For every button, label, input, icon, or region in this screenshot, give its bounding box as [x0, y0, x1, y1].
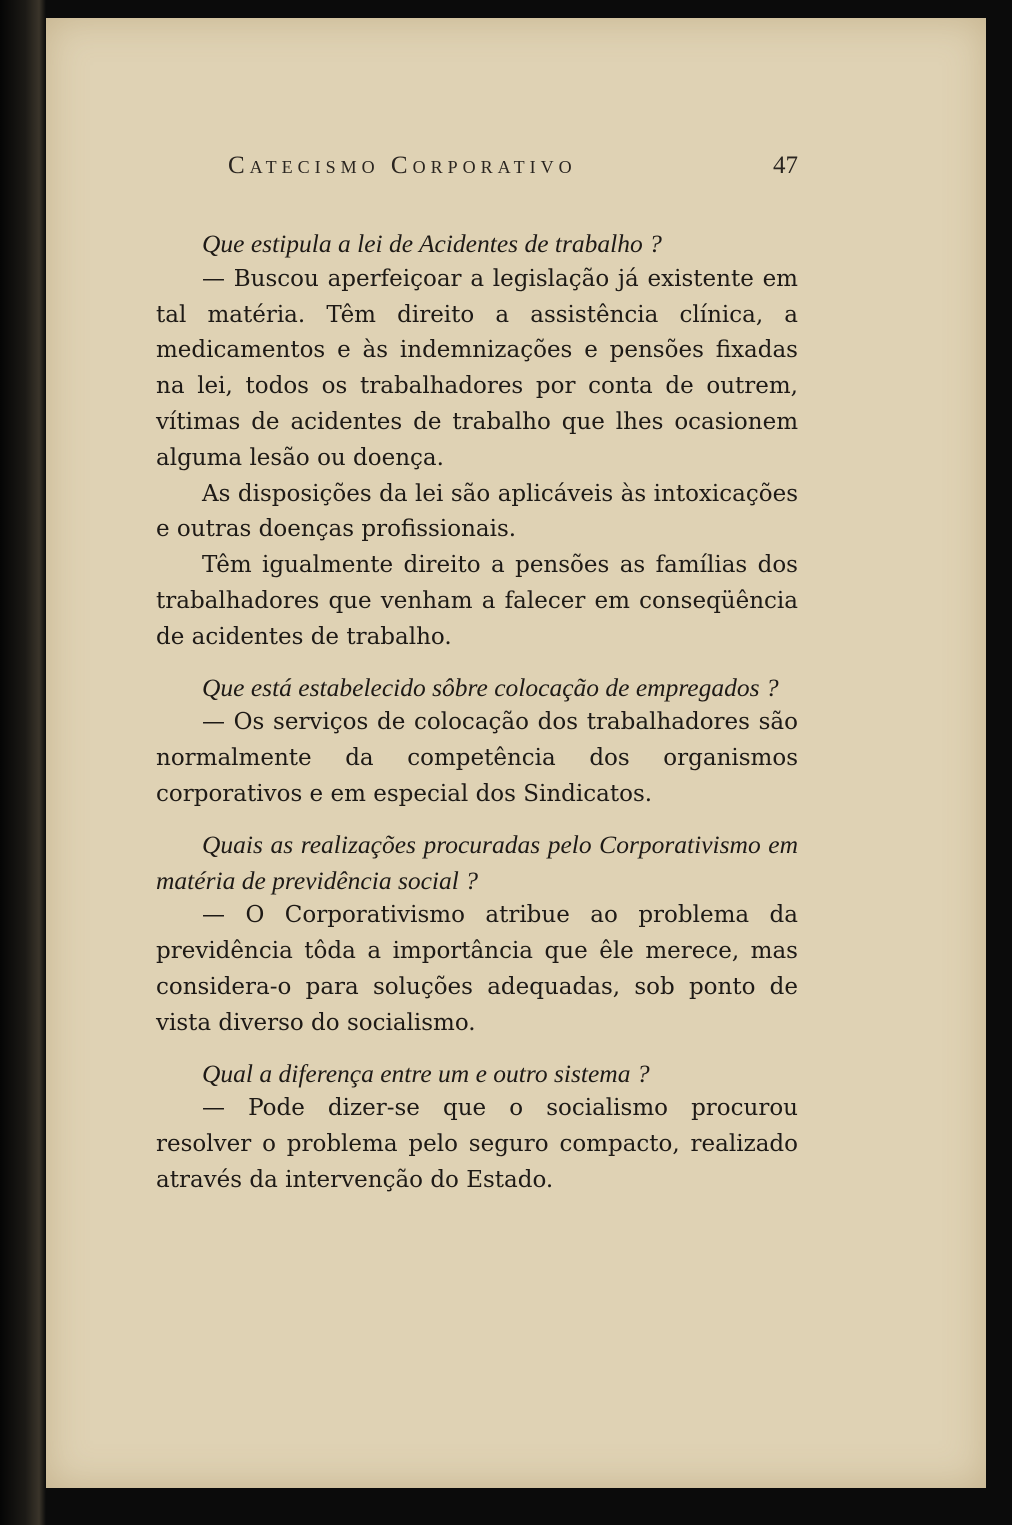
qa-section	[156, 670, 798, 813]
answer-paragraph: — Pode dizer-se que o socialismo procurou resolver o problema pelo seguro compacto, realizado através da intervenção do Estado.	[156, 1095, 798, 1193]
question: Qual a diferença entre um e outro sistema ?	[202, 1058, 650, 1088]
qa-section	[156, 827, 798, 1042]
answer-paragraph: — O Corporativismo atribue ao problema da previdência tôda a importância que êle merece, mas considera-o para soluções adequadas, sob ponto de vista diverso do socialismo.	[156, 902, 798, 1036]
answer-paragraph: — Buscou aperfeiçoar a legislação já existente em tal matéria. Têm direito a assistência clínica, a medicamentos e às indemnizações e pensões fixadas na lei, todos os trabalhadores por conta de outrem, vítimas de acidentes de trabalho que lhes ocasionem alguma lesão ou doença.	[156, 265, 798, 471]
book-spine	[0, 0, 46, 1525]
answer-paragraph: Têm igualmente direito a pensões as famílias dos trabalhadores que venham a falecer em conseqüência de acidentes de trabalho.	[156, 552, 798, 650]
answer-paragraph: — Os serviços de colocação dos trabalhadores são normalmente da competência dos organismos corporativos e em especial dos Sindicatos.	[156, 709, 798, 807]
running-title: Catecismo Corporativo	[228, 152, 577, 179]
qa-section	[156, 226, 798, 656]
question: Que está estabelecido sôbre colocação de empregados ?	[202, 672, 779, 702]
qa-section	[156, 1056, 798, 1199]
page-number: 47	[773, 152, 798, 179]
page-body	[156, 226, 798, 1199]
page-header	[228, 152, 798, 192]
question: Quais as realizações procuradas pelo Corporativismo em matéria de previdência social ?	[156, 829, 798, 895]
question: Que estipula a lei de Acidentes de trabalho ?	[202, 229, 662, 258]
answer-paragraph: As disposições da lei são aplicáveis às intoxicações e outras doenças profissionais.	[156, 480, 798, 543]
